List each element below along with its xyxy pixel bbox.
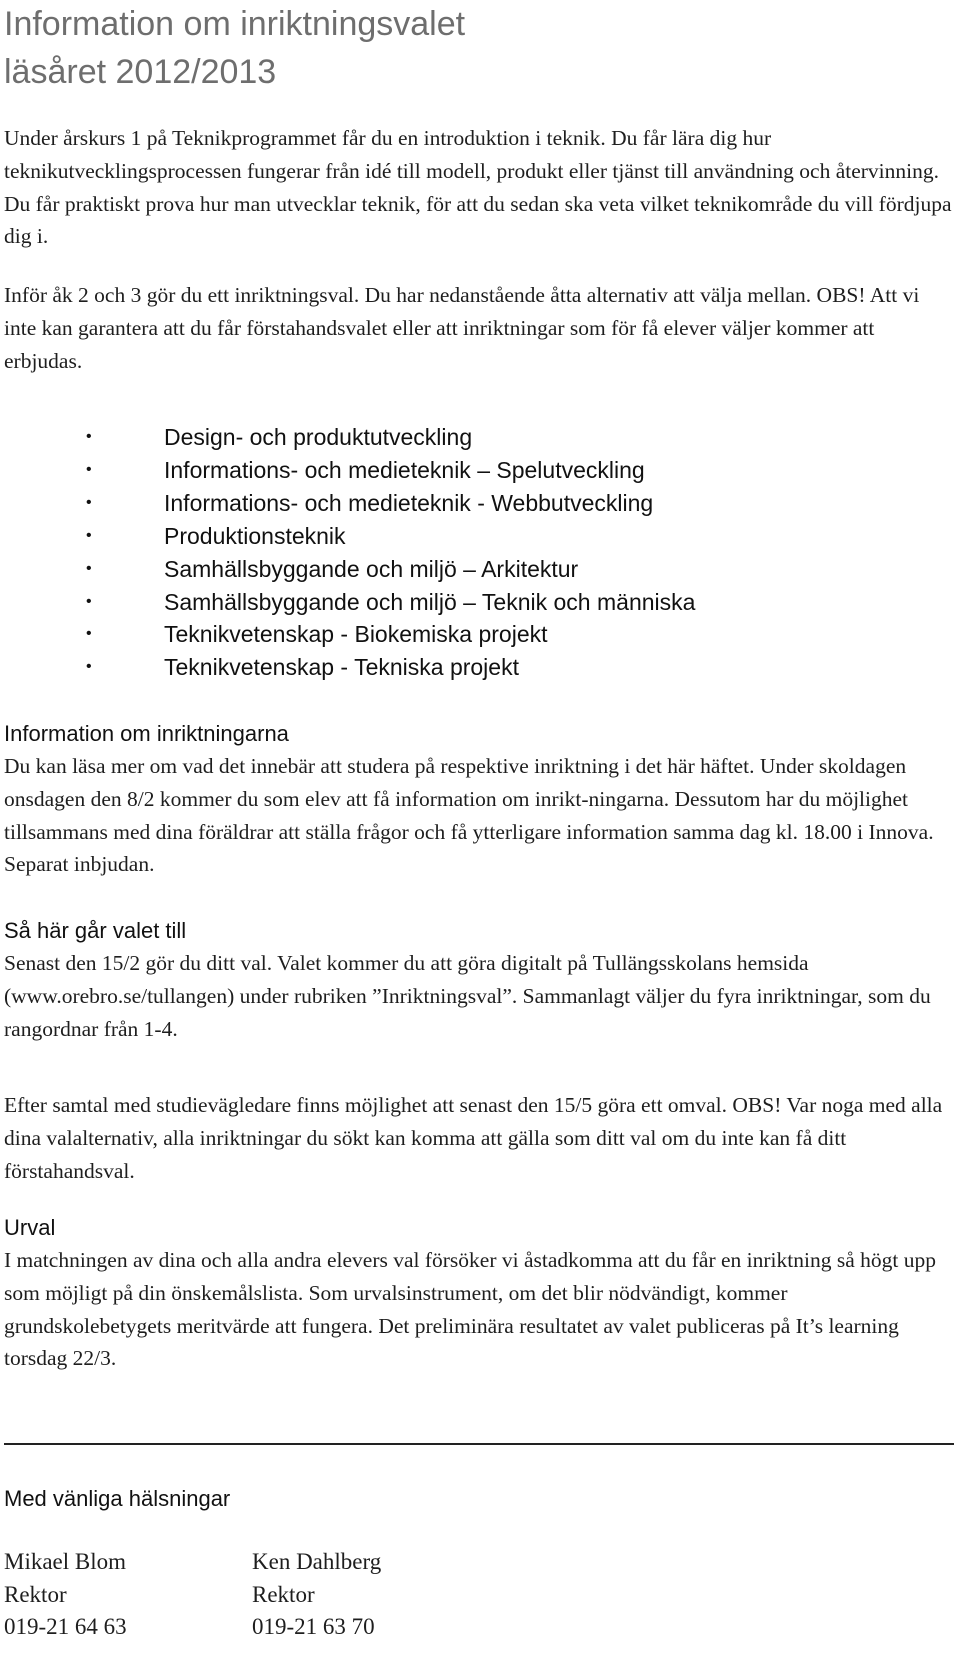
bullet-icon: • xyxy=(86,460,92,478)
signer-2 xyxy=(252,1546,381,1644)
document-page xyxy=(4,0,954,1639)
option-item xyxy=(86,586,695,619)
signer-role: Rektor xyxy=(4,1581,67,1607)
bullet-icon: • xyxy=(86,428,92,445)
bullet-icon: • xyxy=(86,526,92,544)
option-item xyxy=(86,520,695,553)
title-line-2: läsåret 2012/2013 xyxy=(4,53,277,91)
intro-paragraph-1: Under årskurs 1 på Teknikprogrammet får du en introduktion i teknik. Du får lära dig hur teknikutvecklingsprocessen fungerar från idé till modell, produkt eller tjänst till användning och återvinning. Du får praktiskt prova hur man utvecklar teknik, för att du sedan ska veta vilket teknikområde du vill fördjupa dig i. xyxy=(4,126,952,249)
option-item xyxy=(86,651,695,684)
how-section xyxy=(4,915,954,1045)
option-label: Samhällsbyggande och miljö – Teknik och människa xyxy=(164,588,696,615)
greeting: Med vänliga hälsningar xyxy=(4,1486,231,1511)
bullet-icon: • xyxy=(86,658,92,676)
info-body: Du kan läsa mer om vad det innebär att studera på respektive inriktning i det här häftet. Under skoldagen onsdagen den 8/2 kommer du som elev att få information om inrikt-ningarna. Dessutom har du möjlighet tillsammans med dina föräldrar att ställa frågor och få ytterligare information samma dag kl. 18.00 i Innova. Separat inbjudan. xyxy=(4,754,934,877)
option-item xyxy=(86,454,695,487)
option-label: Teknikvetenskap - Tekniska projekt xyxy=(164,654,519,681)
option-item xyxy=(86,618,695,651)
title-line-1: Information om inriktningsvalet xyxy=(4,5,466,43)
signer-phone: 019-21 63 70 xyxy=(252,1614,375,1639)
bullet-icon: • xyxy=(86,493,92,511)
signer-name: Ken Dahlberg xyxy=(252,1549,382,1574)
option-label: Samhällsbyggande och miljö – Arkitektur xyxy=(164,555,579,582)
signer-name: Mikael Blom xyxy=(4,1549,127,1574)
signer-role: Rektor xyxy=(252,1581,315,1607)
how-body: Senast den 15/2 gör du ditt val. Valet kommer du att göra digitalt på Tullängsskolans hemsida (www.orebro.se/tullangen) under rubriken ”Inriktningsval”. Sammanlagt väljer du fyra inriktningar, som du rangordnar från 1-4. xyxy=(4,951,931,1041)
info-heading: Information om inriktningarna xyxy=(4,721,289,746)
bullet-icon: • xyxy=(86,592,92,610)
option-item xyxy=(86,553,695,586)
info-section xyxy=(4,718,954,881)
page-title xyxy=(4,0,954,96)
divider xyxy=(4,1443,954,1445)
selection-section xyxy=(4,1212,954,1375)
intro-paragraph-2: Inför åk 2 och 3 gör du ett inriktningsval. Du har nedanstående åtta alternativ att välja mellan. OBS! Att vi inte kan garantera att du får förstahandsvalet eller att inriktningar som för få elever väljer kommer att erbjudas. xyxy=(4,283,920,373)
bullet-icon: • xyxy=(86,559,92,577)
option-label: Informations- och medieteknik – Spelutveckling xyxy=(164,456,645,483)
options-list xyxy=(86,421,695,684)
signer-1 xyxy=(4,1546,127,1644)
selection-body: I matchningen av dina och alla andra elevers val försöker vi åstadkomma att du får en inriktning så högt upp som möjligt på din önskemålslista. Som urvalsinstrument, om det blir nödvändigt, kommer grundskolebetygets meritvärde att fungera. Det preliminära resultatet av valet publiceras på It’s learning torsdag 22/3. xyxy=(4,1248,936,1371)
selection-heading: Urval xyxy=(4,1215,56,1240)
option-label: Design- och produktutveckling xyxy=(164,424,473,450)
option-label: Teknikvetenskap - Biokemiska projekt xyxy=(164,621,548,648)
how-heading: Så här går valet till xyxy=(4,918,187,943)
signer-phone: 019-21 64 63 xyxy=(4,1614,127,1639)
bullet-icon: • xyxy=(86,625,92,643)
option-label: Produktionsteknik xyxy=(164,522,346,549)
omval-paragraph: Efter samtal med studievägledare finns möjlighet att senast den 15/5 göra ett omval. OBS! Var noga med alla dina valalternativ, alla inriktningar du sökt kan komma att gälla som ditt val om du inte kan få ditt förstahandsval. xyxy=(4,1093,943,1183)
option-label: Informations- och medieteknik - Webbutveckling xyxy=(164,489,654,516)
option-item xyxy=(86,421,695,454)
option-item xyxy=(86,487,695,520)
